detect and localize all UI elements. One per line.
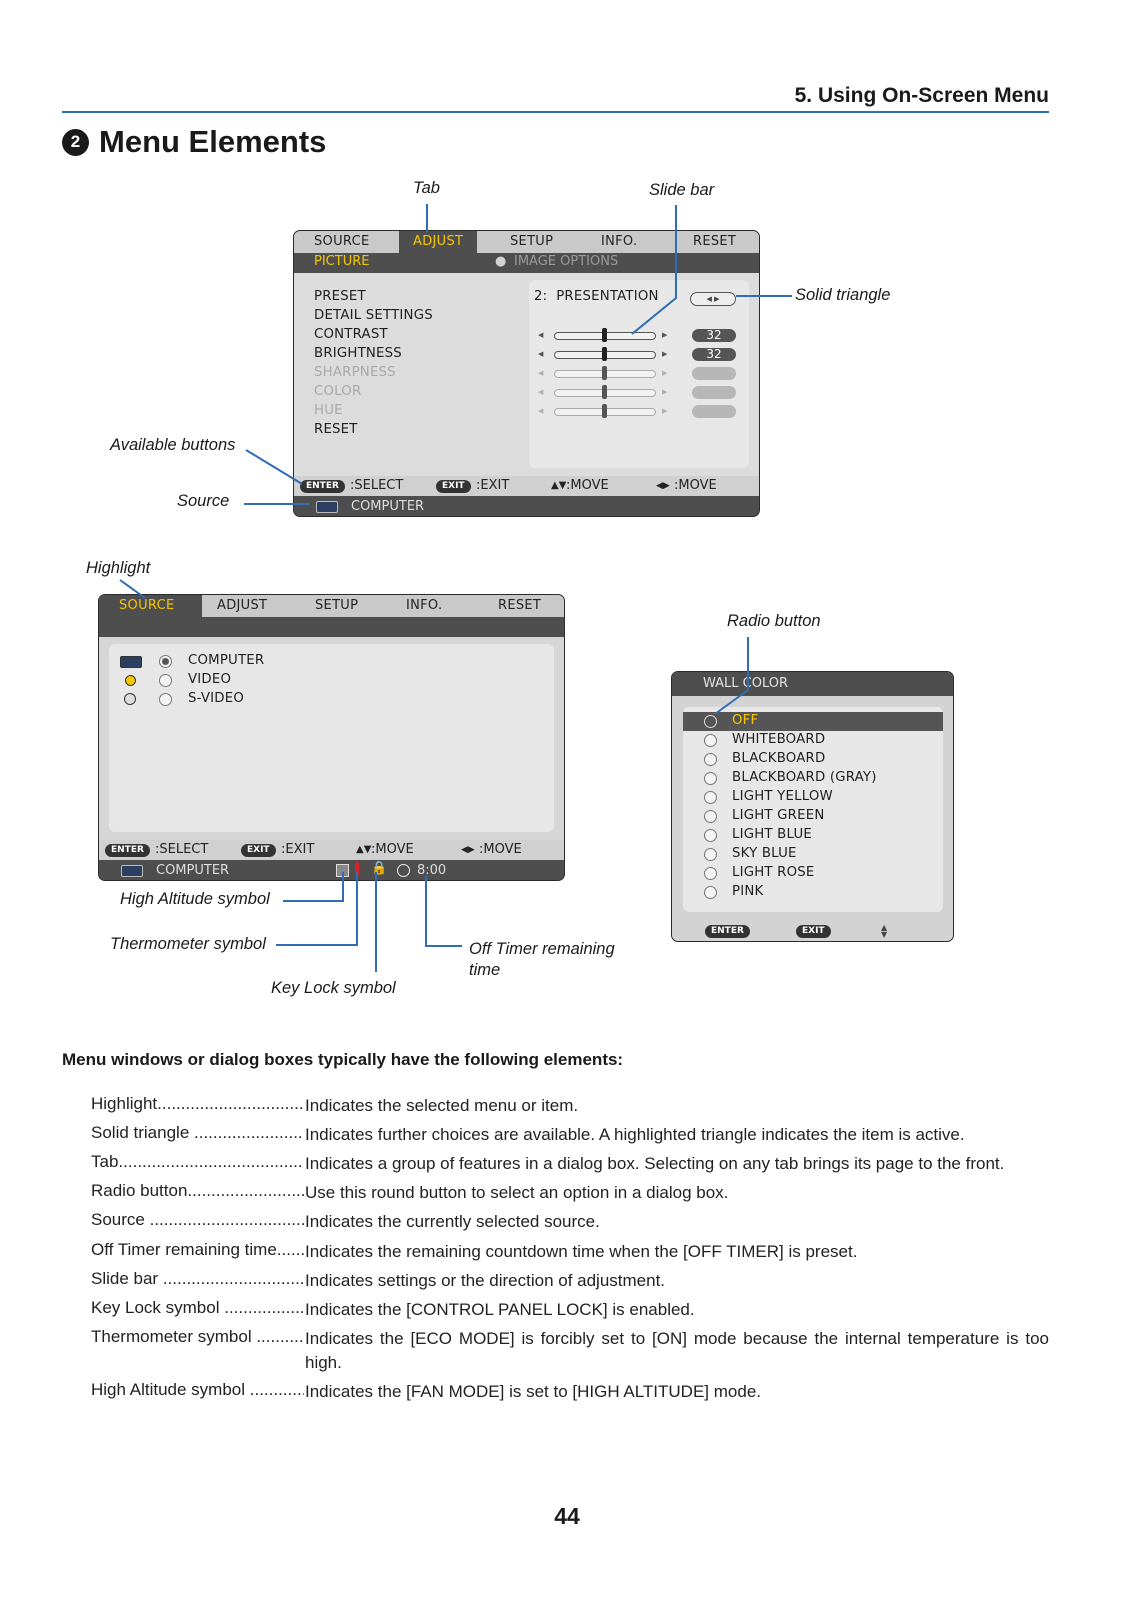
definition-term: Slide bar .....	[91, 1269, 304, 1289]
tab-reset[interactable]: RESET	[693, 234, 737, 249]
definition-description: Indicates the [FAN MODE] is set to [HIGH ALTITUDE] mode.	[305, 1382, 761, 1401]
definition-term: Key Lock symbol .....	[91, 1298, 304, 1318]
definition-description: Indicates a group of features in a dialog box. Selecting on any tab brings its page to the front.	[305, 1154, 1005, 1173]
definition-term: Thermometer symbol .....	[91, 1327, 304, 1347]
definition-description: Indicates the [ECO MODE] is forcibly set to [ON] mode because the internal temperature is too high.	[305, 1329, 1049, 1372]
slider-left-triangle-icon: ◀	[538, 407, 544, 415]
exit-key-icon: EXIT	[436, 480, 471, 493]
menu-item-brightness[interactable]: BRIGHTNESS	[314, 346, 402, 361]
definition-term: High Altitude symbol .....	[91, 1380, 304, 1400]
slider-right-triangle-icon: ▶	[662, 407, 668, 415]
leftright-arrow-icon: ◀▶	[656, 481, 670, 491]
tab-source[interactable]: SOURCE	[314, 234, 370, 249]
definition-description: Indicates the currently selected source.	[305, 1212, 600, 1231]
subtab-picture[interactable]: PICTURE	[314, 254, 370, 269]
wall-color-option[interactable]: LIGHT ROSE	[732, 865, 815, 880]
subtab-image-options[interactable]: IMAGE OPTIONS	[514, 254, 619, 269]
tab-adjust[interactable]: ADJUST	[399, 231, 477, 253]
definition-term: Off Timer remaining time .....	[91, 1240, 304, 1260]
tab-setup[interactable]: SETUP	[510, 234, 554, 249]
definition-term: Highlight .....	[91, 1094, 304, 1114]
callout-source: Source	[177, 492, 230, 510]
key-lock-icon: 🔒	[371, 861, 388, 876]
move-horizontal-label: :MOVE	[674, 478, 717, 493]
callout-thermometer: Thermometer symbol	[110, 935, 266, 953]
radio-button-callout-line-2	[715, 690, 748, 714]
wall-color-option[interactable]: LIGHT YELLOW	[732, 789, 833, 804]
source-option-video[interactable]: VIDEO	[188, 672, 232, 687]
slider-right-triangle-icon[interactable]: ▶	[662, 331, 668, 339]
slider-right-triangle-icon[interactable]: ▶	[662, 350, 668, 358]
page-number: 44	[554, 1503, 580, 1529]
wall-color-option[interactable]: BLACKBOARD	[732, 751, 826, 766]
slider-right-triangle-icon: ▶	[662, 369, 668, 377]
updown-arrow-icon: ▲▼	[551, 480, 567, 491]
slider-left-triangle-icon: ◀	[538, 388, 544, 396]
enter-key-icon: ENTER	[300, 480, 345, 493]
solid-triangle-buttons[interactable]: ◀ ▶	[690, 292, 736, 306]
callout-radio-button: Radio button	[727, 612, 821, 630]
leftright-arrow-icon: ◀▶	[461, 845, 475, 855]
select-label: :SELECT	[155, 842, 209, 857]
subtab-dot-icon: ●	[495, 254, 507, 269]
menu-item-color: COLOR	[314, 384, 362, 399]
tab-adjust[interactable]: ADJUST	[217, 598, 268, 613]
enter-key-icon: ENTER	[705, 925, 750, 938]
wall-color-option[interactable]: SKY BLUE	[732, 846, 797, 861]
tab-info[interactable]: INFO.	[601, 234, 638, 249]
exit-label: :EXIT	[281, 842, 315, 857]
source-option-computer[interactable]: COMPUTER	[188, 653, 265, 668]
menu-item-detail-settings[interactable]: DETAIL SETTINGS	[314, 308, 433, 323]
definition-term: Solid triangle .....	[91, 1123, 304, 1143]
move-horizontal-label: :MOVE	[479, 842, 522, 857]
wall-color-option[interactable]: WHITEBOARD	[732, 732, 826, 747]
off-timer-remaining: 8:00	[417, 863, 447, 878]
updown-arrow-icon: ▲▼	[356, 844, 372, 855]
definition-term: Radio button .....	[91, 1181, 304, 1201]
wall-color-option[interactable]: BLACKBOARD (GRAY)	[732, 770, 877, 785]
section-number-badge: 2	[62, 129, 89, 156]
thermometer-callout-line	[276, 872, 357, 945]
callout-off-timer-line1: Off Timer remaining	[469, 940, 615, 958]
highlight-callout-line	[120, 580, 145, 598]
dialog-title: WALL COLOR	[703, 676, 789, 691]
section-title-text: Menu Elements	[99, 124, 327, 159]
callout-key-lock: Key Lock symbol	[271, 979, 396, 997]
menu-item-hue: HUE	[314, 403, 343, 418]
preset-value[interactable]: 2: PRESENTATION	[534, 289, 659, 304]
source-label: COMPUTER	[156, 863, 230, 878]
high-altitude-callout-line	[283, 872, 343, 901]
menu-item-sharpness: SHARPNESS	[314, 365, 396, 380]
enter-key-icon: ENTER	[105, 844, 150, 857]
wall-color-option[interactable]: LIGHT GREEN	[732, 808, 825, 823]
wall-color-option[interactable]: OFF	[732, 713, 759, 728]
callout-high-altitude: High Altitude symbol	[120, 890, 270, 908]
callout-highlight: Highlight	[86, 559, 151, 577]
slider-left-triangle-icon[interactable]: ◀	[538, 350, 544, 358]
definition-description: Indicates the remaining countdown time when the [OFF TIMER] is preset.	[305, 1242, 858, 1261]
slider-value[interactable]: 32	[692, 348, 736, 361]
menu-item-preset[interactable]: PRESET	[314, 289, 366, 304]
menu-item-reset[interactable]: RESET	[314, 422, 358, 437]
definition-description: Indicates the [CONTROL PANEL LOCK] is enabled.	[305, 1300, 695, 1319]
select-label: :SELECT	[350, 478, 404, 493]
slider-right-triangle-icon: ▶	[662, 388, 668, 396]
slider-left-triangle-icon[interactable]: ◀	[538, 331, 544, 339]
slide-bar-callout-line	[632, 205, 676, 334]
callout-off-timer-line2: time	[469, 961, 501, 979]
slider-value[interactable]: 32	[692, 329, 736, 342]
updown-arrow-icon: ▲ ▼	[881, 923, 888, 939]
tab-info[interactable]: INFO.	[406, 598, 443, 613]
menu-item-contrast[interactable]: CONTRAST	[314, 327, 388, 342]
available-buttons-callout-line	[246, 450, 302, 484]
tab-setup[interactable]: SETUP	[315, 598, 359, 613]
definition-term: Source .....	[91, 1210, 304, 1230]
move-vertical-label: :MOVE	[566, 478, 609, 493]
definition-description: Indicates settings or the direction of adjustment.	[305, 1271, 666, 1290]
tab-source[interactable]: SOURCE	[99, 595, 202, 617]
definition-description: Use this round button to select an option in a dialog box.	[305, 1183, 729, 1202]
callout-solid-triangle: Solid triangle	[795, 286, 891, 304]
slider-left-triangle-icon: ◀	[538, 369, 544, 377]
intro-heading: Menu windows or dialog boxes typically have the following elements:	[62, 1050, 624, 1069]
off-timer-callout-line	[426, 876, 462, 946]
callout-tab: Tab	[413, 179, 440, 197]
definition-description: Indicates the selected menu or item.	[305, 1096, 579, 1115]
move-vertical-label: :MOVE	[371, 842, 414, 857]
wall-color-option[interactable]: PINK	[732, 884, 764, 899]
definition-description: Indicates further choices are available. A highlighted triangle indicates the item is active.	[305, 1125, 965, 1144]
definition-term: Tab .....	[91, 1152, 304, 1172]
tab-reset[interactable]: RESET	[498, 598, 542, 613]
callout-available-buttons: Available buttons	[110, 436, 236, 454]
wall-color-option[interactable]: LIGHT BLUE	[732, 827, 812, 842]
chapter-heading: 5. Using On-Screen Menu	[794, 84, 1049, 107]
exit-label: :EXIT	[476, 478, 510, 493]
exit-key-icon: EXIT	[241, 844, 276, 857]
source-option-s-video[interactable]: S-VIDEO	[188, 691, 244, 706]
exit-key-icon: EXIT	[796, 925, 831, 938]
callout-slide-bar: Slide bar	[649, 181, 715, 199]
source-label: COMPUTER	[351, 499, 425, 514]
